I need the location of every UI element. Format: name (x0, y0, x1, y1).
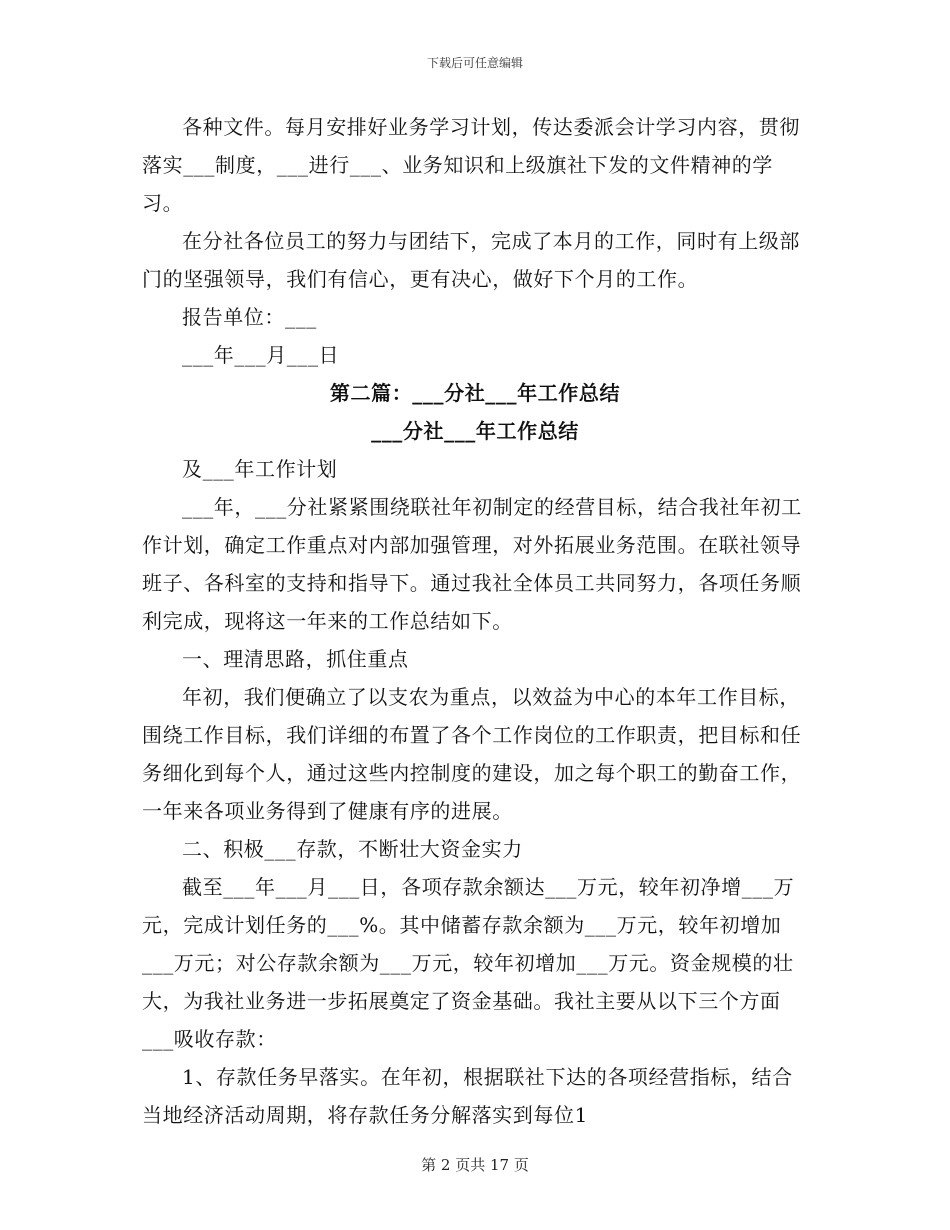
paragraph: 报告单位：___ (182, 305, 317, 329)
section-title: ___分社___年工作总结 (371, 419, 579, 443)
page-header-note: 下载后可任意编辑 (426, 56, 523, 70)
paragraph: 年初，我们便确立了以支农为重点，以效益为中心的本年工作目标，围绕工作目标，我们详细的布置了各个工作岗位的工作职责，把目标和任务细化到每个人，通过这些内控制度的建设，加之每个职工的勤奋工作，一年来各项业务得到了健康有序的进展。 (142, 685, 802, 823)
paragraph: 一、理清思路，抓住重点 (182, 647, 409, 671)
paragraph: 在分社各位员工的努力与团结下，完成了本月的工作，同时有上级部门的坚强领导，我们有信心，更有决心，做好下个月的工作。 (142, 229, 800, 291)
paragraph: 截至___年___月___日，各项存款余额达___万元，较年初净增___万元，完成计划任务的___%。其中储蓄存款余额为___万元，较年初增加___万元；对公存款余额为___万元，较年初增加___万元。资金规模的壮大，为我社业务进一步拓展奠定了资金基础。我社主要从以下三个方面___吸收存款： (142, 875, 795, 1051)
paragraph: 各种文件。每月安排好业务学习计划，传达委派会计学习内容，贯彻落实___制度，___进行___、业务知识和上级旗社下发的文件精神的学习。 (142, 115, 800, 215)
page-number: 第 2 页共 17 页 (421, 1156, 529, 1174)
paragraph: ___年___月___日 (182, 343, 340, 367)
paragraph: ___年，___分社紧紧围绕联社年初制定的经营目标，结合我社年初工作计划，确定工作重点对内部加强管理，对外拓展业务范围。在联社领导班子、各科室的支持和指导下。通过我社全体员工共同努力，各项任务顺利完成，现将这一年来的工作总结如下。 (142, 495, 802, 633)
document-body (142, 108, 808, 1134)
paragraph: 二、积极___存款，不断壮大资金实力 (182, 837, 523, 861)
paragraph: 及___年工作计划 (182, 457, 338, 481)
paragraph: 1、存款任务早落实。在年初，根据联社下达的各项经营指标，结合当地经济活动周期，将存款任务分解落实到每位1 (142, 1065, 793, 1127)
section-title: 第二篇：___分社___年工作总结 (329, 381, 621, 405)
